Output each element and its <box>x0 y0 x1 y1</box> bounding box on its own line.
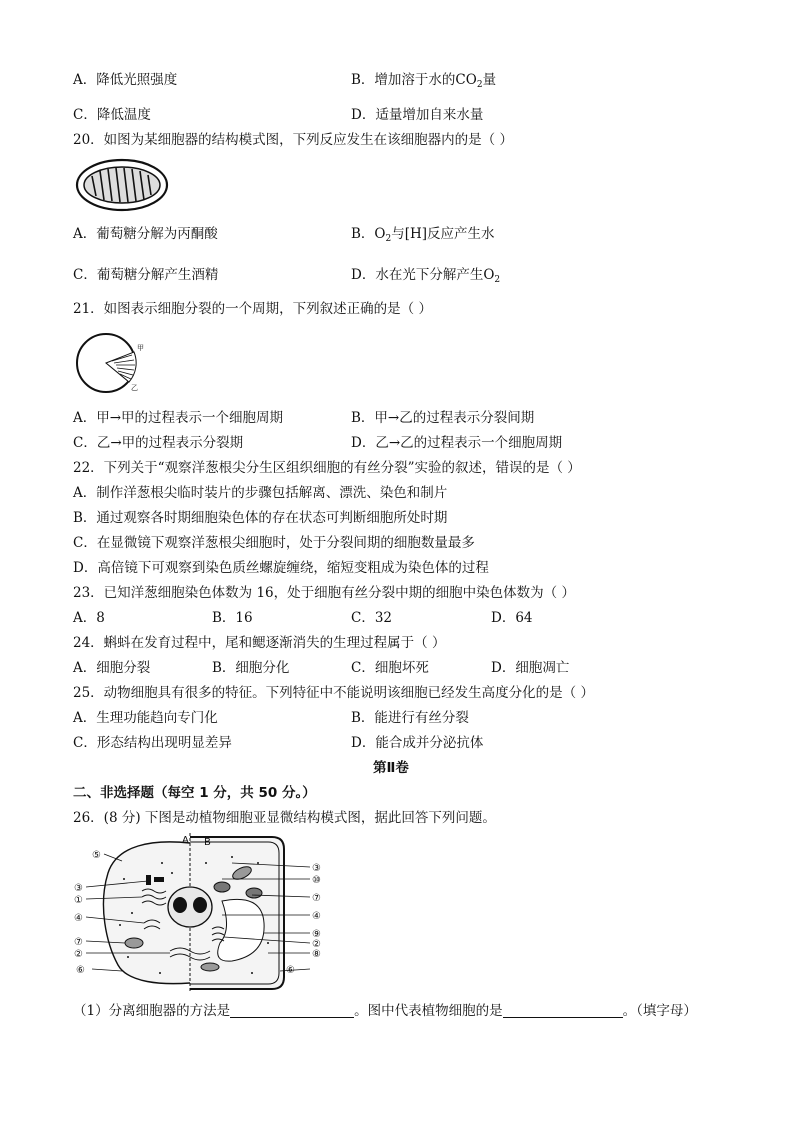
q26-sub1-post: 。（填字母） <box>622 1003 697 1019</box>
q26-sub1-mid: 。图中代表植物细胞的是 <box>354 1003 503 1019</box>
svg-text:⑦: ⑦ <box>74 937 83 948</box>
q26-sub1-pre: （1）分离细胞器的方法是 <box>73 1003 231 1019</box>
q24-option-b: B．细胞分化 <box>212 660 290 676</box>
volume-title: 第Ⅱ卷 <box>373 760 409 776</box>
answer-blank-2[interactable] <box>503 1003 623 1018</box>
q26-stem: 26．(8 分) 下图是动植物细胞亚显微结构模式图，据此回答下列问题。 <box>73 810 496 826</box>
q19-option-d: D．适量增加自来水量 <box>351 107 484 123</box>
q22-option-d: D．高倍镜下可观察到染色质丝螺旋缠绕，缩短变粗成为染色体的过程 <box>73 560 489 576</box>
q21-option-d: D．乙→乙的过程表示一个细胞周期 <box>351 435 563 451</box>
cell-cycle-figure <box>74 330 154 396</box>
svg-text:③: ③ <box>74 883 83 894</box>
section2-title: 二、非选择题（每空 1 分，共 50 分。） <box>73 785 316 801</box>
svg-text:B: B <box>204 837 211 848</box>
q21-stem: 21．如图表示细胞分裂的一个周期，下列叙述正确的是（ ） <box>73 301 432 317</box>
svg-text:⑥: ⑥ <box>76 965 85 976</box>
label-jia: 甲 <box>137 344 144 352</box>
q20-stem: 20．如图为某细胞器的结构模式图，下列反应发生在该细胞器内的是（ ） <box>73 132 513 148</box>
svg-text:④: ④ <box>74 913 83 924</box>
q25-option-a: A．生理功能趋向专门化 <box>73 710 218 726</box>
svg-text:⑦: ⑦ <box>312 893 321 904</box>
q20-option-a: A．葡萄糖分解为丙酮酸 <box>73 226 218 242</box>
svg-text:⑤: ⑤ <box>92 850 101 861</box>
q25-stem: 25．动物细胞具有很多的特征。下列特征中不能说明该细胞已经发生高度分化的是（ ） <box>73 685 594 701</box>
q22-option-a: A．制作洋葱根尖临时装片的步骤包括解离、漂洗、染色和制片 <box>73 485 448 501</box>
q26-sub1 <box>73 1002 697 1020</box>
svg-text:①: ① <box>74 895 83 906</box>
svg-text:A: A <box>182 835 189 846</box>
q25-option-b: B．能进行有丝分裂 <box>351 710 469 726</box>
answer-blank-1[interactable] <box>230 1003 354 1018</box>
q24-option-c: C．细胞坏死 <box>351 660 429 676</box>
q22-stem: 22．下列关于“观察洋葱根尖分生区组织细胞的有丝分裂”实验的叙述，错误的是（ ） <box>73 460 581 476</box>
q23-option-c: C．32 <box>351 610 393 626</box>
svg-text:⑩: ⑩ <box>312 875 321 886</box>
svg-text:④: ④ <box>312 911 321 922</box>
q24-option-d: D．细胞凋亡 <box>491 660 570 676</box>
q19-option-b: B．增加溶于水的$CO_2$量 <box>351 72 497 90</box>
q23-stem: 23．已知洋葱细胞染色体数为 16，处于细胞有丝分裂中期的细胞中染色体数为（ ） <box>73 585 575 601</box>
q25-option-c: C．形态结构出现明显差异 <box>73 735 232 751</box>
q22-option-b: B．通过观察各时期细胞染色体的存在状态可判断细胞所处时期 <box>73 510 448 526</box>
q25-option-d: D．能合成并分泌抗体 <box>351 735 484 751</box>
label-yi: 乙 <box>131 384 138 392</box>
q19-option-c: C．降低温度 <box>73 107 151 123</box>
q22-option-c: C．在显微镜下观察洋葱根尖细胞时，处于分裂间期的细胞数量最多 <box>73 535 475 551</box>
q20-option-d: D．水在光下分解产生$O_2$ <box>351 267 501 285</box>
cell-structure-figure <box>72 833 328 993</box>
q23-option-a: A．8 <box>73 610 105 626</box>
svg-text:③: ③ <box>312 863 321 874</box>
q23-option-d: D．64 <box>491 610 533 626</box>
svg-text:⑨: ⑨ <box>312 929 321 940</box>
q23-option-b: B．16 <box>212 610 253 626</box>
q20-option-b: B．$O_2$与[H]反应产生水 <box>351 226 495 244</box>
q21-option-c: C．乙→甲的过程表示分裂期 <box>73 435 244 451</box>
svg-text:②: ② <box>74 949 83 960</box>
q24-option-a: A．细胞分裂 <box>73 660 151 676</box>
mitochondrion-figure <box>74 156 170 214</box>
q24-stem: 24．蝌蚪在发育过程中，尾和鳃逐渐消失的生理过程属于（ ） <box>73 635 446 651</box>
q21-option-a: A．甲→甲的过程表示一个细胞周期 <box>73 410 284 426</box>
svg-text:⑥: ⑥ <box>286 965 295 976</box>
svg-text:⑧: ⑧ <box>312 949 321 960</box>
q20-option-c: C．葡萄糖分解产生酒精 <box>73 267 219 283</box>
svg-text:②: ② <box>312 939 321 950</box>
q21-option-b: B．甲→乙的过程表示分裂间期 <box>351 410 535 426</box>
q19-option-a: A．降低光照强度 <box>73 72 178 88</box>
